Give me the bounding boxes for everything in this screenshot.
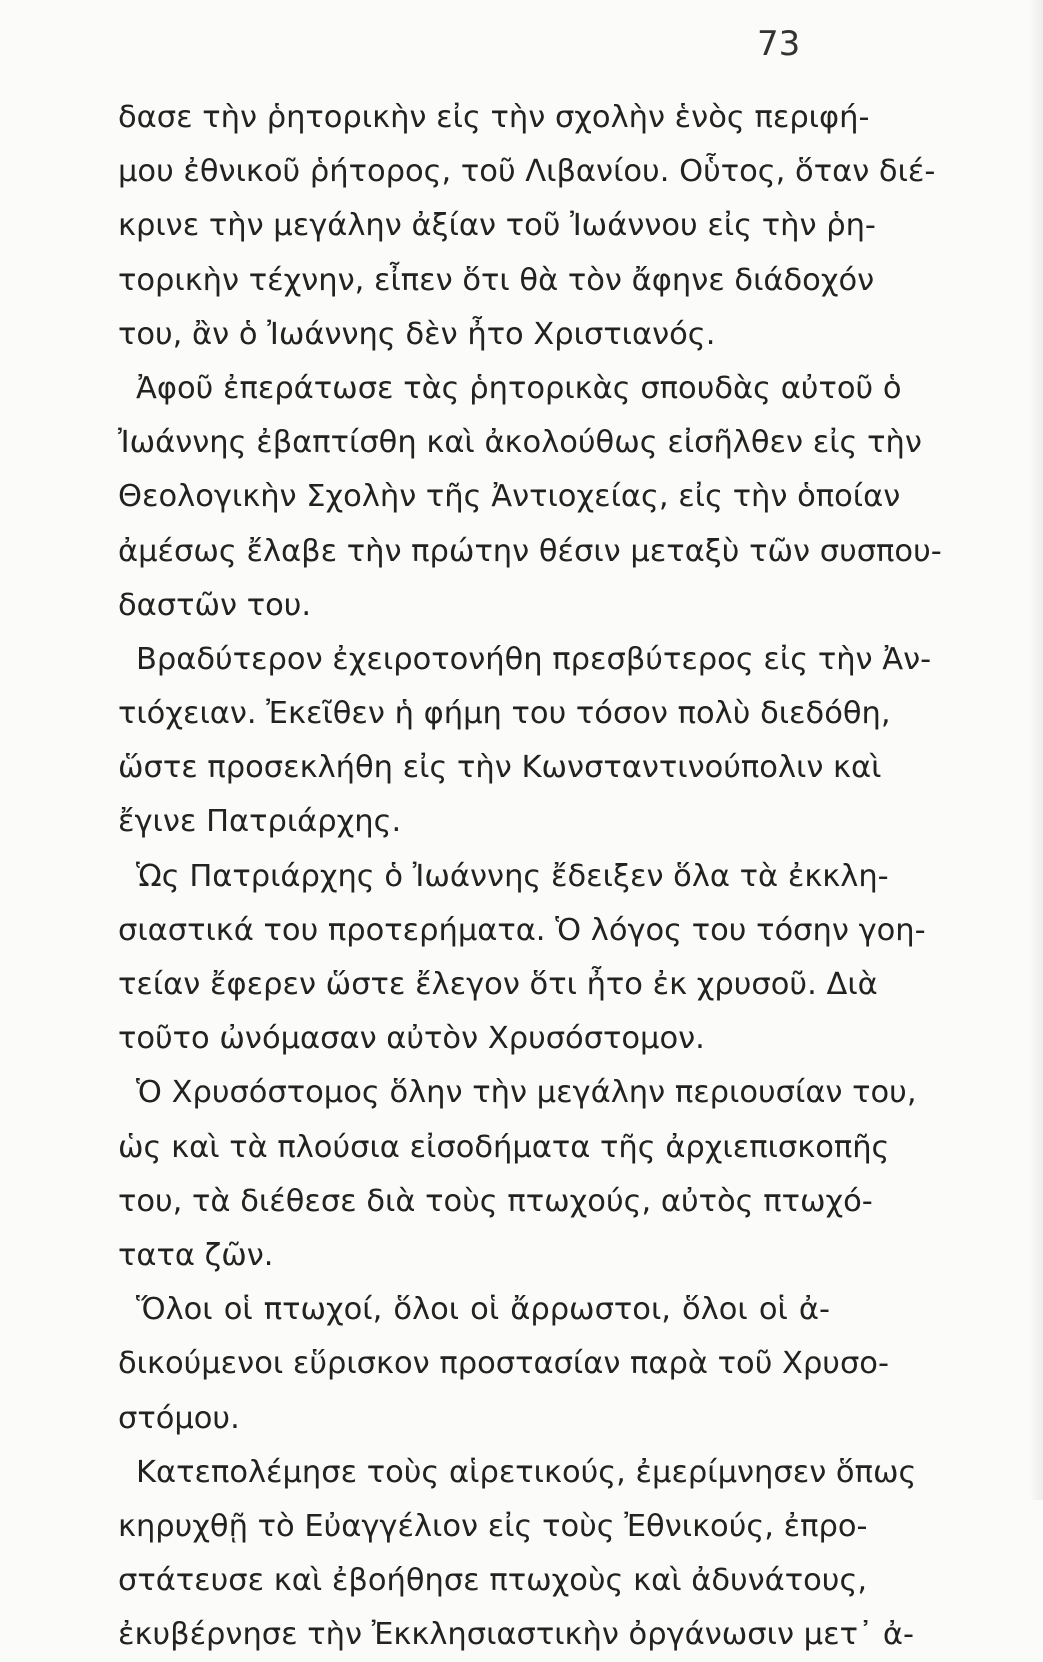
- text-line: κηρυχθῇ τὸ Εὐαγγέλιον εἰς τοὺς Ἐθνικούς, ἐπρο-: [118, 1508, 868, 1544]
- text-line: Ἰωάννης ἐβαπτίσθη καὶ ἀκολούθως εἰσῆλθεν εἰς τὴν: [118, 425, 922, 461]
- text-line: Βραδύτερον ἐχειροτονήθη πρεσβύτερος εἰς τὴν Ἀν-: [136, 641, 932, 677]
- text-line: ὥστε προσεκλήθη εἰς τὴν Κωνσταντινούπολιν καὶ: [118, 750, 882, 786]
- text-line: σιαστικά του προτερήματα. Ὁ λόγος του τόσην γοη-: [118, 912, 926, 948]
- text-line: Κατεπολέμησε τοὺς αἱρετικούς, ἐμερίμνησεν ὅπως: [136, 1454, 917, 1490]
- text-line: Ὅλοι οἱ πτωχοί, ὅλοι οἱ ἄρρωστοι, ὅλοι οἱ ἀ-: [136, 1292, 830, 1328]
- text-line: τιόχειαν. Ἐκεῖθεν ἡ φήμη του τόσον πολὺ διεδόθη,: [118, 696, 891, 732]
- text-line: ἐκυβέρνησε τὴν Ἐκκλησιαστικὴν ὀργάνωσιν μετ᾽ ἀ-: [118, 1617, 914, 1653]
- text-line: τατα ζῶν.: [118, 1237, 274, 1273]
- text-line: του, τὰ διέθεσε διὰ τοὺς πτωχούς, αὐτὸς πτωχό-: [118, 1183, 873, 1219]
- text-line: μου ἐθνικοῦ ῥήτορος, τοῦ Λιβανίου. Οὗτος, ὅταν διέ-: [118, 154, 936, 190]
- text-line: Θεολογικὴν Σχολὴν τῆς Ἀντιοχείας, εἰς τὴν ὁποίαν: [118, 479, 901, 515]
- page-number: 73: [757, 24, 801, 64]
- text-line: ὡς καὶ τὰ πλούσια εἰσοδήματα τῆς ἀρχιεπισκοπῆς: [118, 1129, 890, 1165]
- text-line: στάτευσε καὶ ἐβοήθησε πτωχοὺς καὶ ἀδυνάτους,: [118, 1563, 868, 1599]
- text-line: στόμου.: [118, 1400, 240, 1436]
- text-line: του, ἂν ὁ Ἰωάννης δὲν ἦτο Χριστιανός.: [118, 316, 716, 352]
- body-text: [118, 91, 942, 1662]
- text-line: Ἀφοῦ ἐπεράτωσε τὰς ῥητορικὰς σπουδὰς αὐτοῦ ὁ: [136, 370, 902, 406]
- text-line: τοῦτο ὠνόμασαν αὐτὸν Χρυσόστομον.: [118, 1021, 705, 1057]
- text-line: δασε τὴν ῥητορικὴν εἰς τὴν σχολὴν ἑνὸς περιφή-: [118, 100, 870, 135]
- text-line: Ὁ Χρυσόστομος ὅλην τὴν μεγάλην περιουσίαν του,: [136, 1075, 917, 1111]
- text-line: ἔγινε Πατριάρχης.: [118, 804, 402, 840]
- text-line: ἀμέσως ἔλαβε τὴν πρώτην θέσιν μεταξὺ τῶν συσπου-: [118, 533, 942, 569]
- text-line: κρινε τὴν μεγάλην ἀξίαν τοῦ Ἰωάννου εἰς τὴν ῥη-: [118, 208, 876, 244]
- text-line: τείαν ἔφερεν ὥστε ἔλεγον ὅτι ἦτο ἐκ χρυσοῦ. Διὰ: [118, 967, 878, 1002]
- text-line: δαστῶν του.: [118, 587, 312, 623]
- text-line: τορικὴν τέχνην, εἶπεν ὅτι θὰ τὸν ἄφηνε διάδοχόν: [118, 262, 875, 298]
- page-edge-shadow: [1029, 0, 1043, 1500]
- text-line: Ὡς Πατριάρχης ὁ Ἰωάννης ἔδειξεν ὅλα τὰ ἐκκλη-: [136, 858, 889, 894]
- text-line: δικούμενοι εὕρισκον προστασίαν παρὰ τοῦ Χρυσο-: [118, 1346, 889, 1382]
